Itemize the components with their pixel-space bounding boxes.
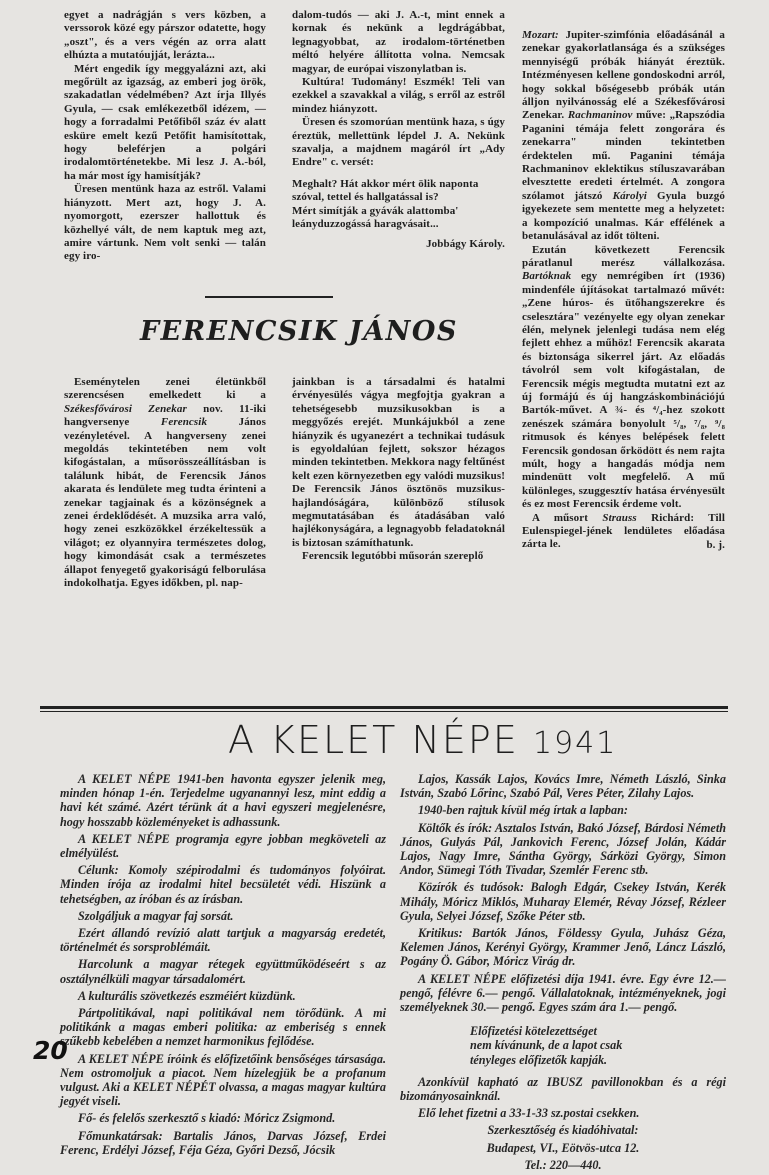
article2-author: b. j. [706, 538, 725, 551]
article2-column-2 [292, 376, 505, 564]
poem-line: Mért simítják a gyávák alattomba' [292, 204, 459, 217]
double-rule-top [40, 706, 728, 709]
article2-column-3-text [522, 29, 725, 552]
office-phone: Tel.: 220—440. [524, 1157, 602, 1172]
text-run: A műsort [532, 511, 603, 524]
article1-column-2-text [292, 9, 505, 170]
emphasis-text: Rachmaninov [567, 109, 633, 122]
text-run: Richárd: Till Eulenspiegel-jének lendületes előadása zárta le. [522, 511, 725, 551]
article1-column-1 [64, 9, 266, 264]
paragraph: Fő- és felelős szerkesztő s kiadó: Móricz Zsigmond. [78, 1111, 336, 1126]
text-run: egy nemrégiben írt (1936) mindenféle újításokat tartalmazó művét: „Zene húros- és ütőhangszerekre és cselesztára" vezényelte egy olyan zenekar élén, melynek jelenlegi tudása nem elég fejlett ehhez a műhöz! Ferencsik akarata és biztonsága sikerrel járt. Az előadás távolról sem volt kifogástalan, de Ferencsik mégis megtudta mutatni ezt az új formájú és új hangzáskombinációjú Bartók-művet. A ¾- és ⁴/₄-hez szokott zenészek számára bonyolult ⁵/₈, ⁷/₈, ⁹/₈ ritmusok és kényes belépések felett Ferencsik gondosan őrködött és nem rajta múlt, hogy a hangadás módja nem mindenütt volt megfelelő. A mű különleges, szuggesztív hatása érvényesült és ez most Ferencsik érdeme volt. [522, 270, 725, 511]
poem-line: szóval, tettel és hallgatással is? [292, 191, 439, 204]
notice-line: nem kívánunk, de a lapot csak [470, 1038, 623, 1053]
emphasis-text: Strauss [602, 511, 637, 524]
kelet-nepe-right-column [400, 772, 726, 1175]
emphasis-text: Károlyi [612, 189, 647, 202]
notice-line: tényleges előfizetők kapják. [470, 1052, 608, 1067]
paragraph [522, 29, 725, 244]
title-words: A KELET NÉPE [228, 718, 519, 762]
paragraph: Közírók és tudósok: Balogh Edgár, Csekey István, Kerék Mihály, Móricz Miklós, Muharay Elemér, Révay József, Rézleer Gyula, Selyei József, Szőke Péter stb. [400, 880, 726, 923]
title-year: 1941 [532, 726, 618, 761]
text-run: Üresen és szomorúan mentünk haza, s úgy éreztük, mellettünk lépdel J. A. Nekünk szavalja, a majdnem magáról írt „Ady Endre" c. versét: [292, 116, 505, 169]
paragraph [292, 116, 505, 170]
poem-line: leányduzzogássá haragvásait... [292, 218, 439, 231]
emphasis-text: Mozart: [522, 29, 559, 41]
notice-line: Előfizetési kötelezettséget [470, 1024, 597, 1039]
emphasis-text: Székesfővárosi Zenekar [64, 402, 187, 415]
paragraph: Szolgáljuk a magyar faj sorsát. [78, 908, 234, 923]
paragraph [292, 9, 505, 76]
double-rule-bottom [40, 711, 728, 712]
paragraph: A KELET NÉPE 1941-ben havonta egyszer jelenik meg, minden hónap 1-én. Terjedelme ugyanannyi lesz, mint eddig a havi két számé. Azért térünk át a havi egyszeri megjelenésre, hogy hosszabb közleményeket is adhassunk. [60, 772, 386, 829]
paragraph [292, 550, 505, 563]
paragraph [64, 183, 266, 263]
article2-column-3 [522, 29, 725, 552]
poem [292, 178, 505, 232]
ibusz-info: Azonkívül kapható az IBUSZ pavillonokban és a régi bizományosainknál. [400, 1074, 726, 1104]
text-run: Mért engedik így meggyalázni azt, aki megőrült az igazság, az emberi jog örök, szakadatlan védelmében? Azt írja Illyés Gyula, — csak emlékezetből idézem, — hogy a forradalmi Petőfiből száz év alatt esküre emelt kezű Petőfit hamisítottak, hogy beleférjen a polgári irodalomtörténetekbe. Mi lesz J. A.-ból, ha már most így hamisítják? [64, 62, 266, 182]
poem-line: Meghalt? Hát akkor mért ölik naponta [292, 177, 479, 190]
kelet-nepe-title [228, 718, 617, 762]
text-run: Kultúra! Tudomány! Eszmék! Teli van ezekkel a szavakkal a világ, s erről az estről mindez hiányzott. [292, 76, 505, 115]
paragraph: Főmunkatársak: Bartalis János, Darvas József, Erdei Ferenc, Erdélyi József, Féja Géza, Győri Dezső, Jócsik [60, 1128, 386, 1157]
paragraph: Kritikus: Bartók János, Földessy Gyula, Juhász Géza, Kelemen János, Kerényi György, Krammer Jenő, Láncz László, Pogány Ö. Gábor, Móricz Virág dr. [400, 926, 726, 969]
paragraph: 1940-ben rajtuk kívül még írtak a lapban: [418, 803, 628, 818]
article2-heading: FERENCSIK JÁNOS [140, 316, 458, 347]
paragraph: Harcolunk a magyar rétegek együttműködéseért s az osztálynélküli magyar társadalomért. [60, 957, 386, 986]
text-run: dalom-tudós — aki J. A.-t, mint ennek a kornak és nekünk a legdrágábbat, legnagyobbat, az irodalom-történetben méltó helyére állította volna. Nemcsak magyar, de európai viszonylatban is. [292, 9, 505, 75]
paragraph: Lajos, Kassák Lajos, Kovács Imre, Németh László, Sinka István, Szabó Lőrinc, Szabó Pál, Veres Péter, Zilahy Lajos. [400, 772, 726, 801]
paragraph: Költők és írók: Asztalos István, Bakó József, Bárdosi Németh János, Gulyás Pál, Jankovich Ferenc, József Jolán, Kádár Lajos, Nagy Imre, Sántha György, Sárközi György, Simon Andor, Sümegi Tóth Tivadar, Szemlér Ferenc stb. [400, 820, 726, 878]
text-run: Ferencsik legutóbbi műsorán szereplő [302, 550, 484, 563]
article1-author: Jobbágy Károly. [426, 237, 505, 250]
subscription-notice [470, 1024, 726, 1067]
office-address: Budapest, VI., Eötvös-utca 12. [486, 1140, 640, 1155]
text-run: Üresen mentünk haza az estről. Valami hiányzott. Mert azt, hogy J. A. nyomorgott, ezerszer hallottuk és közhellyé vált, de nem kaptuk meg azt, amire vártunk. Nem volt senki — talán egy iro- [64, 183, 266, 263]
paragraph: A KELET NÉPE programja egyre jobban megköveteli az elmélyülést. [60, 831, 386, 861]
emphasis-text: Bartóknak [522, 270, 572, 283]
office-label: Szerkesztőség és kiadóhivatal: [487, 1123, 639, 1138]
paragraph [64, 376, 266, 591]
text-run: Eseménytelen zenei életünkből szerencsésen emelkedett ki a [64, 376, 266, 402]
emphasis-text: Ferencsik [160, 416, 208, 429]
paragraph [64, 9, 266, 63]
text-run: Ezután következett Ferencsik páratlanul merész vállalkozása. [522, 243, 725, 269]
paragraph: A KELET NÉPE előfizetési díja 1941. évre. Egy évre 12.— pengő, félévre 6.— pengő. Vállalatoknak, intézményeknek, jogi személyeknek 30.— pengő. Egyes szám ára 1.— pengő. [400, 971, 726, 1015]
short-divider [205, 296, 333, 298]
article1-column-2 [292, 9, 505, 251]
paragraph: A kulturális szövetkezés eszméiért küzdünk. [78, 988, 296, 1003]
kelet-nepe-left-column [60, 772, 386, 1160]
paragraph: Pártpolitikával, napi politikával nem törődünk. A mi politikánk a magas emberi politika: az emberiség s ennek szűkebb kebelében a nemzet harmonikus fejlődése. [60, 1006, 386, 1049]
paragraph [522, 244, 725, 512]
paragraph [292, 376, 505, 550]
postal-info: Elő lehet fizetni a 33-1-33 sz.postai csekken. [418, 1106, 640, 1121]
text-run: Gyula buzgó igyekezete sem mentette meg a helyzetet: a kompozíció unalmas. Kár effélének a betanulásával az időt tölteni. [522, 189, 725, 243]
paragraph: Ezért állandó revízió alatt tartjuk a magyarság eredetét, történelmét és sorsproblémáit. [60, 926, 386, 955]
text-run: jainkban is a társadalmi és hatalmi érvényesülés vágya megfojtja gyakran a tehetségesebb muzsikusokban is a meggyőzés erejét. Munkájukból a zene hiányzik és ugyanezért a technikai tudásuk is egyoldalúan fejlett, sokszor hézagos minden tekintetben. Mekkora nagy feltűnést kelt ezen környezetben egy valódi muzsikus! De Ferencsik János ösztönös muzsikus-hajlandóságára, különböző stílusok megmutatásában és átadásában való hajlékonyságára, a legnagyobb feladatoknál is biztosan számíthatunk. [292, 376, 505, 549]
text-run: nov. 11-iki hangversenye [64, 402, 266, 429]
paragraph: A KELET NÉPE íróink és előfizetőink bensőséges társasága. Nem ostromoljuk a piacot. Nem hízelegjük be a profanum vulgust. Aki a KELET NÉPÉT olvassa, a magas magyar kultúra jegyét viseli. [60, 1051, 386, 1109]
page-number: 20 [33, 1036, 68, 1065]
paragraph [64, 63, 266, 184]
text-run: műve: „Rapszódia Paganini témája felett zongorára és zenekarra" minden tekintetben érdektelen mű. Paganini témája Rachmaninov eklektikus stíluszavarában elvesztette eredeti értelmét. A zongora szólamot játszó [522, 109, 725, 202]
contributors-list [400, 772, 726, 1014]
text-run: egyet a nadrágján s vers közben, a verssorok közé egy párszor odatette, hogy „oszt", és a vers végén az orra alatt elhúzta a mutatóujját, lerázta... [64, 9, 266, 62]
paragraph [292, 76, 505, 116]
article2-column-1 [64, 376, 266, 591]
text-run: Jupiter-szimfónia előadásánál a zenekar gyakorlatlansága és a szükséges mennyiségű próbák hiányát éreztük. Intézményesen kellene gondoskodni arról, hogy sokkal bőségesebb próbák után álljon nyilvánosság elé a Székesfővárosi Zenekar. [522, 29, 725, 122]
text-run: János vezényletével. A hangverseny zenei megoldás tekintetében nem volt kifogástalan, a műsorösszeállításban is találunk hibát, de Ferencsik János akarata és lendülete meg tudta érinteni a zenekar tagjainak és a közönségnek a zenei érdeklődését. A muzsika arra való, hogy zenei eszközökkel érzékeltessük a világot; ez olyannyira természetes dolog, hogy kimondását csak a természetes állapot fenyegető gyakoriságú felborulása indokolhatja. Egyes időkben, pl. nap- [64, 416, 266, 590]
paragraph: Célunk: Komoly szépirodalmi és tudományos folyóirat. Minden írója az irodalmi hitel becsületét védi. Hiszünk a tehetségben, az íróban és az írásban. [60, 863, 386, 906]
